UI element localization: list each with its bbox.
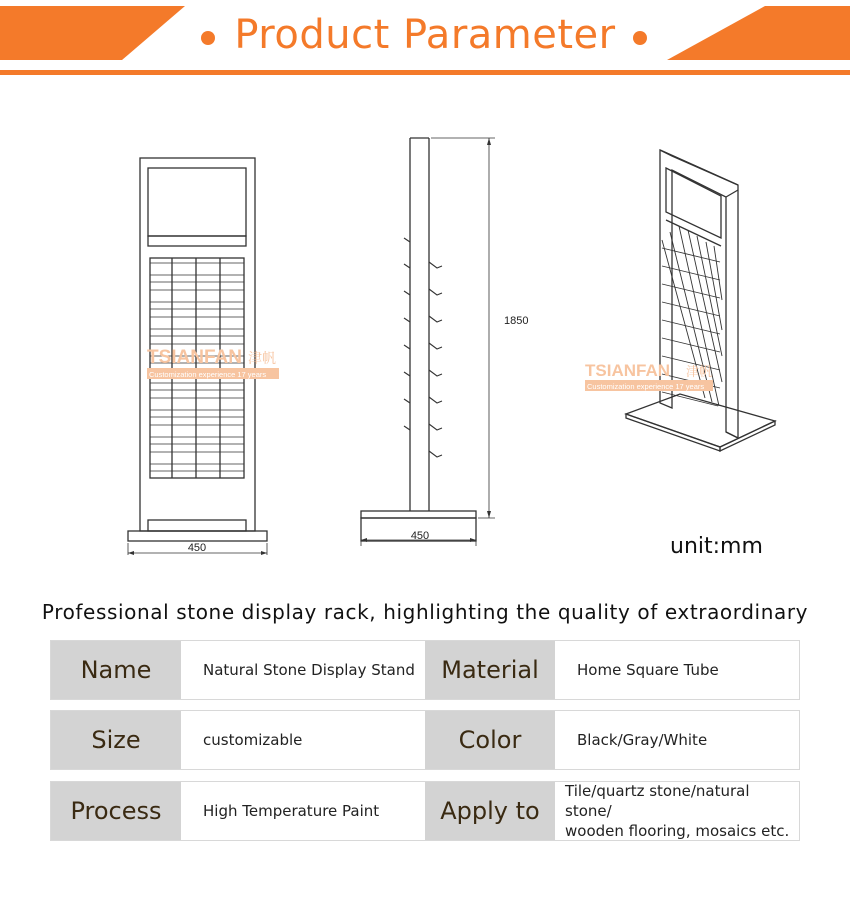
spec-row [50,781,800,841]
side-width-dimension: 450 [410,530,430,542]
spec-label: Process [51,782,181,840]
spec-value: Tile/quartz stone/natural stone/ wooden flooring, mosaics etc. [555,782,799,840]
watermark-brand-cn-perspective: 津帆 [686,365,713,380]
bullet-dot-right [633,31,647,45]
tagline: Professional stone display rack, highlighting the quality of extraordinary [41,600,809,624]
watermark-brand-perspective: TSIANFAN [585,361,670,380]
spec-value: Home Square Tube [555,641,799,699]
spec-label: Material [425,641,555,699]
spec-label: Size [51,711,181,769]
spec-value: customizable [181,711,425,769]
spec-label: Apply to [425,782,555,840]
spec-value: High Temperature Paint [181,782,425,840]
unit-label: unit:mm [670,534,763,559]
header-underline [0,70,850,75]
spec-value: Black/Gray/White [555,711,799,769]
technical-drawings [0,90,850,590]
side-view-drawing [361,138,495,546]
spec-value: Natural Stone Display Stand [181,641,425,699]
header-banner [0,0,850,80]
front-width-dimension: 450 [187,542,207,554]
height-dimension: 1850 [504,315,529,327]
spec-label: Name [51,641,181,699]
watermark-brand-cn-front: 津帆 [248,351,276,367]
perspective-view-drawing [626,150,775,451]
page-title: Product Parameter [234,12,616,58]
spec-label: Color [425,711,555,769]
spec-row [50,710,800,770]
watermark-sub-perspective: Customization experience 17 years [587,382,705,391]
spec-row [50,640,800,700]
watermark-brand-front: TSIANFAN [147,347,242,368]
watermark-sub-front: Customization experience 17 years [149,370,267,379]
